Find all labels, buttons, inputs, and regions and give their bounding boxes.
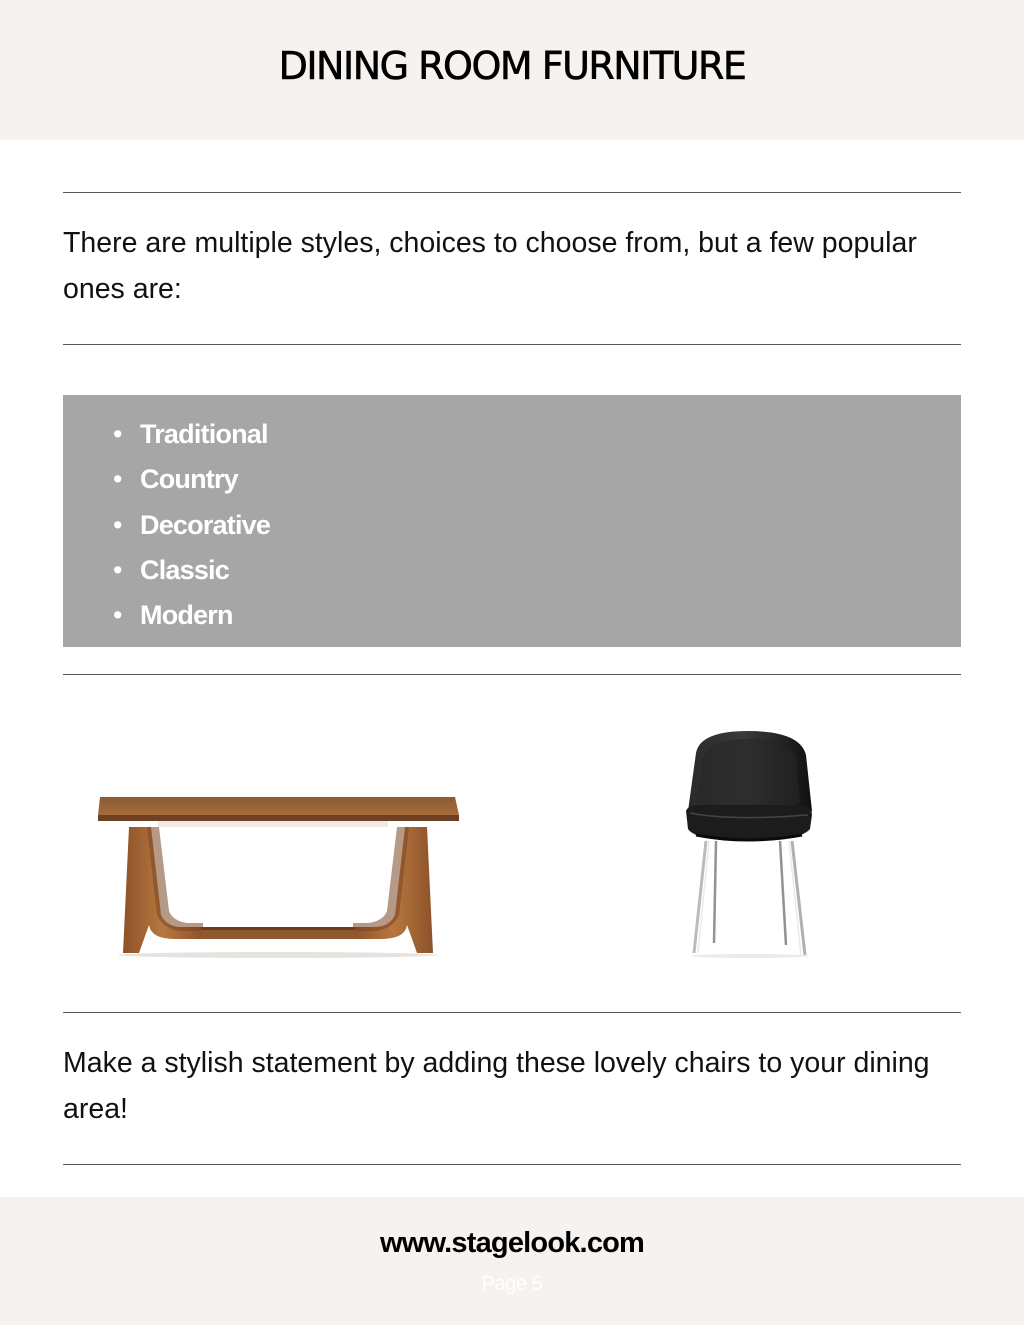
list-item: • Traditional	[113, 412, 270, 457]
list-item: • Decorative	[113, 503, 270, 548]
website-link[interactable]: www.stagelook.com	[379, 1227, 645, 1259]
styles-list	[113, 412, 270, 638]
page-footer	[0, 1197, 1024, 1325]
divider	[63, 1164, 961, 1165]
dining-chair-icon	[530, 693, 960, 993]
intro-text: There are multiple styles, choices to choose from, but a few popular ones are:	[63, 227, 917, 305]
list-item: • Modern	[113, 593, 270, 638]
divider	[63, 344, 961, 345]
list-item: • Classic	[113, 548, 270, 593]
styles-list-box	[63, 395, 961, 647]
page-title: DINING ROOM FURNITURE	[278, 44, 746, 88]
divider	[63, 192, 961, 193]
page-number: Page 5	[481, 1273, 543, 1295]
closing-text: Make a stylish statement by adding these lovely chairs to your dining area!	[63, 1047, 930, 1125]
page-header	[0, 0, 1024, 140]
divider	[63, 674, 961, 675]
dining-chair-image	[530, 693, 960, 993]
divider	[63, 1012, 961, 1013]
dining-table-image	[63, 693, 493, 993]
list-item: • Country	[113, 457, 270, 502]
dining-table-icon	[63, 693, 493, 993]
